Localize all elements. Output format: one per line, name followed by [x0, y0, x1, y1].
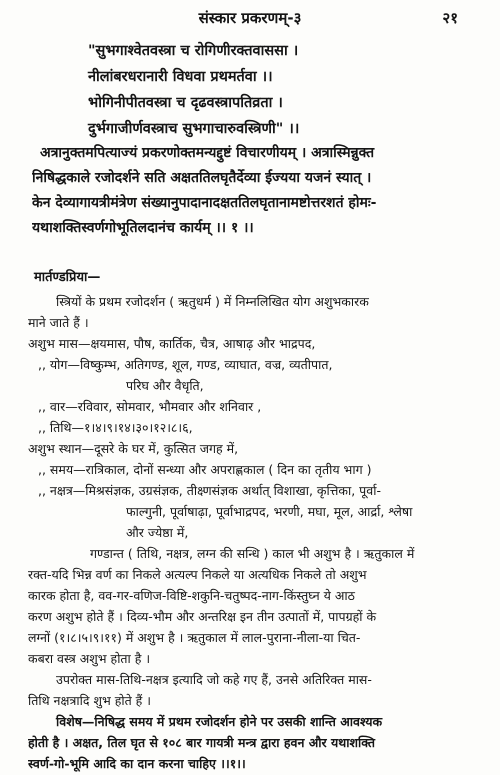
- sanskrit-verse: [88, 38, 448, 142]
- body-line: रक्त-यदि भिन्न वर्ण का निकले अत्यल्प निकले या अत्यधिक निकले तो अशुभ: [28, 567, 367, 582]
- body-line: ,, योग—विष्कुम्भ, अतिगण्ड, शूल, गण्ड, व्याघात, वज्र, व्यतीपात,: [38, 357, 333, 372]
- verse-line: भोगिनीपीतवस्त्रा च दृढवस्त्रापतिव्रता ।: [88, 95, 283, 111]
- page-header: [0, 6, 500, 28]
- body-line: तिथि नक्षत्रादि शुभ होते हैं ।: [28, 693, 152, 708]
- verse-line: दुर्भगाजीर्णवस्त्राच सुभगाचारुवस्त्रिणी" ।।: [88, 121, 300, 137]
- body-line: लग्नों (१।८।५।९।११) में अशुभ है । ऋतुकाल में लाल-पुराना-नीला-या चित-: [28, 630, 361, 645]
- verse-line: नीलांबरधरानारी विधवा प्रथमर्तवा ।।: [88, 69, 273, 85]
- commentary-line: निषिद्धकाले रजोदर्शने सति अक्षततिलघृतैर्देव्या ईज्यया यजनं स्यात् ।: [32, 170, 372, 186]
- body-line: माने जाते हैं ।: [28, 315, 89, 330]
- body-line: ,, तिथि—१।४।९।१४।३०।१२।८।६,: [38, 420, 193, 435]
- body-line: गण्डान्त ( तिथि, नक्षत्र, लग्न की सन्धि ) काल भी अशुभ है । ऋतुकाल में: [90, 546, 415, 561]
- body-line: होती है । अक्षत, तिल घृत से १०८ बार गायत्री मन्त्र द्वारा हवन और यथाशक्ति: [28, 735, 376, 750]
- commentary-line: यथाशक्तिस्वर्णगोभूतिलदानंच कार्यम् ।। १ ।।: [32, 220, 254, 236]
- hindi-explanation: [28, 292, 486, 775]
- body-line: ,, नक्षत्र—मिश्रसंज्ञक, उग्रसंज्ञक, तीक्ष्णसंज्ञक अर्थात् विशाखा, कृत्तिका, पूर्वा-: [38, 483, 381, 498]
- body-line: ,, वार—रविवार, सोमवार, भौमवार और शनिवार ,: [38, 399, 262, 414]
- body-line: परिघ और वैधृति,: [126, 378, 204, 393]
- body-line: स्वर्ण-गो-भूमि आदि का दान करना चाहिए ।।१।।: [28, 756, 246, 771]
- section-heading: मार्तण्डप्रिया—: [34, 270, 101, 285]
- body-line: और ज्येष्ठा में,: [126, 525, 189, 540]
- body-line: स्त्रियों के प्रथम रजोदर्शन ( ऋतुधर्म ) में निम्नलिखित योग अशुभकारक: [56, 294, 369, 309]
- page-number: २१: [442, 9, 458, 27]
- body-line: ,, समय—रात्रिकाल, दोनों सन्ध्या और अपराह्णकाल ( दिन का तृतीय भाग ): [38, 462, 372, 477]
- body-line: फाल्गुनी, पूर्वाषाढ़ा, पूर्वाभाद्रपद, भरणी, मघा, मूल, आर्द्रा, श्लेषा: [126, 504, 413, 519]
- body-line: विशेष—निषिद्ध समय में प्रथम रजोदर्शन होने पर उसकी शान्ति आवश्यक: [56, 714, 383, 729]
- chapter-title: संस्कार प्रकरणम्-३: [198, 9, 302, 27]
- sanskrit-commentary: [32, 141, 480, 241]
- body-line: अशुभ मास—क्षयमास, पौष, कार्तिक, चैत्र, आषाढ़ और भाद्रपद,: [28, 336, 316, 351]
- commentary-line: केन देव्यागायत्रीमंत्रेण संख्यानुपादानादक्षततिलघृतानामष्टोत्तरशतं होमः-: [32, 195, 377, 211]
- commentary-line: अत्रानुक्तमपित्याज्यं प्रकरणोक्तमन्यद्दुष्टं विचारणीयम् । अत्रास्मिन्नुक्त: [40, 145, 375, 161]
- body-line: उपरोक्त मास-तिथि-नक्षत्र इत्यादि जो कहे गए हैं, उनसे अतिरिक्त मास-: [56, 672, 372, 687]
- body-line: अशुभ स्थान—दूसरे के घर में, कुत्सित जगह में,: [28, 441, 239, 456]
- verse-line: "सुभगाश्वेतवस्त्रा च रोगिणीरक्तवाससा ।: [88, 43, 299, 59]
- body-line: कबरा वस्त्र अशुभ होता है ।: [28, 651, 151, 666]
- body-line: कारक होता है, वव-गर-वणिज-विष्टि-शकुनि-चतुष्पद-नाग-किंस्तुघ्न ये आठ: [28, 588, 355, 603]
- body-line: करण अशुभ होते हैं । दिव्य-भौम और अन्तरिक्ष इन तीन उत्पातों में, पापग्रहों के: [28, 609, 377, 624]
